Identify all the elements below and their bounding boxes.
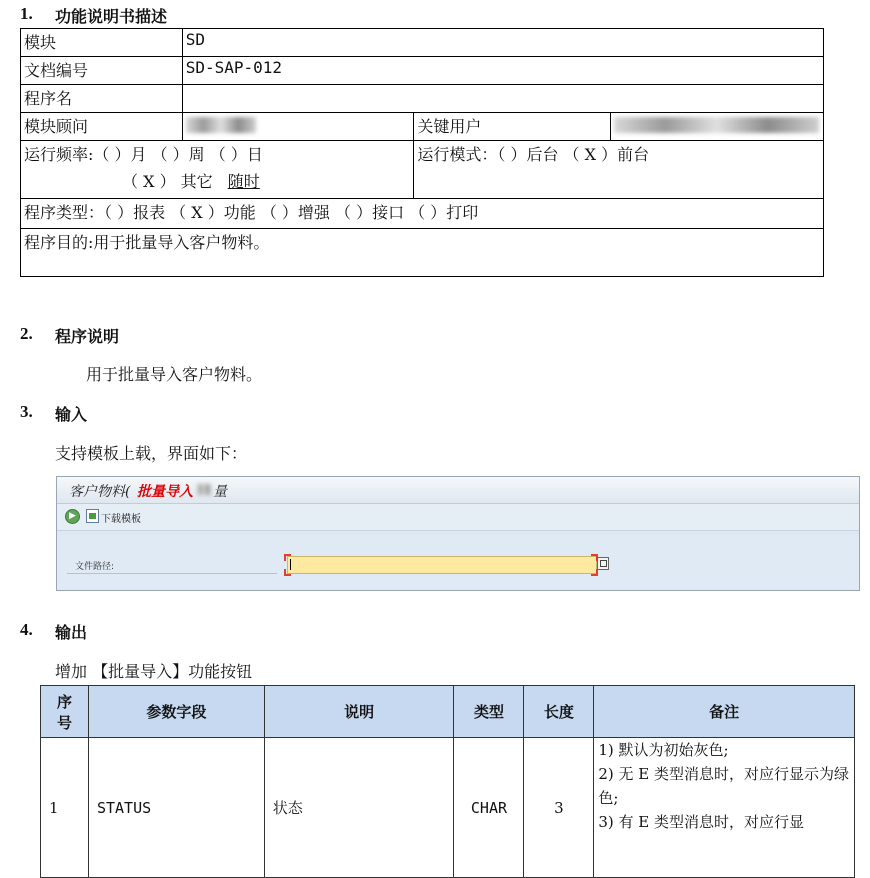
col-header-type: 类型 [454, 686, 524, 738]
redacted-name [186, 117, 256, 133]
focus-corner-tl [284, 554, 291, 561]
cell-length: 3 [524, 738, 594, 878]
cell-field: STATUS [88, 738, 264, 878]
cell-no: 1 [41, 738, 89, 878]
consultant-label: 模块顾问 [21, 113, 183, 141]
doc-no-label: 文档编号 [21, 57, 183, 85]
doc-no-value: SD-SAP-012 [182, 57, 823, 85]
download-icon[interactable] [86, 509, 99, 523]
note-line-2: 2) 无 E 类型消息时，对应行显示为绿色; [598, 765, 850, 807]
run-frequency-value: 随时 [227, 172, 260, 191]
col-header-note: 备注 [594, 686, 855, 738]
section-2-number: 2. [20, 324, 33, 343]
section-2-text: 用于批量导入客户物料。 [86, 365, 263, 384]
note-line-1: 1) 默认为初始灰色; [598, 741, 729, 759]
run-frequency-cell [21, 141, 414, 199]
section-3-text: 支持模板上载，界面如下： [55, 444, 248, 463]
section-4-number: 4. [20, 620, 33, 639]
file-path-label: 文件路径: [75, 562, 115, 572]
redacted-names [614, 117, 819, 133]
run-frequency-other: （ X ） 其它 [122, 172, 218, 191]
section-4-text: 增加 【批量导入】功能按钮 [55, 662, 253, 681]
note-line-3: 3) 有 E 类型消息时，对应行显 [598, 813, 805, 831]
run-mode: 运行模式：（ ）后台 （ X ）前台 [414, 141, 824, 199]
focus-corner-br [591, 569, 598, 576]
section-3-number: 3. [20, 402, 33, 421]
consultant-value [182, 113, 414, 141]
key-user-label: 关键用户 [414, 113, 611, 141]
sap-title-bar [57, 477, 859, 504]
sap-screen [56, 476, 860, 591]
download-template-button[interactable]: 下载模板 [101, 514, 141, 525]
info-table [20, 28, 824, 277]
program-name-label: 程序名 [21, 85, 183, 113]
execute-icon[interactable]: ▶ [65, 509, 80, 524]
output-table [40, 685, 855, 878]
program-type: 程序类型：（ ）报表 （ X ）功能 （ ）增强 （ ）接口 （ ）打印 [21, 199, 824, 229]
run-frequency-line2 [24, 169, 410, 192]
col-header-field: 参数字段 [88, 686, 264, 738]
output-table-header [41, 686, 855, 738]
label-underline [67, 573, 277, 574]
section-4-title: 输出 [55, 623, 88, 642]
redacted-title [197, 484, 211, 495]
cell-note [594, 738, 855, 878]
program-name-value [182, 85, 823, 113]
run-frequency-line1: 运行频率:（ ）月 （ ）周 （ ）日 [24, 145, 263, 164]
cell-type: CHAR [454, 738, 524, 878]
sap-toolbar [57, 504, 859, 531]
cell-desc: 状态 [264, 738, 454, 878]
key-user-value [610, 113, 823, 141]
program-purpose: 程序目的:用于批量导入客户物料。 [21, 229, 824, 277]
col-header-length: 长度 [524, 686, 594, 738]
sap-title-suffix: 量 [213, 484, 227, 500]
section-1-title: 功能说明书描述 [55, 7, 168, 26]
section-1-number: 1. [20, 4, 33, 23]
col-header-desc: 说明 [264, 686, 454, 738]
section-2-title: 程序说明 [55, 327, 120, 346]
focus-corner-bl [284, 569, 291, 576]
module-label: 模块 [21, 29, 183, 57]
sap-title-highlight: 批量导入 [137, 484, 193, 500]
section-3-title: 输入 [55, 405, 88, 424]
col-header-no: 序号 [41, 686, 89, 738]
sap-title: 客户物料( [69, 484, 131, 500]
module-value: SD [182, 29, 823, 57]
file-browse-icon[interactable] [597, 557, 609, 570]
file-path-input[interactable] [287, 556, 597, 574]
table-row [41, 738, 855, 878]
